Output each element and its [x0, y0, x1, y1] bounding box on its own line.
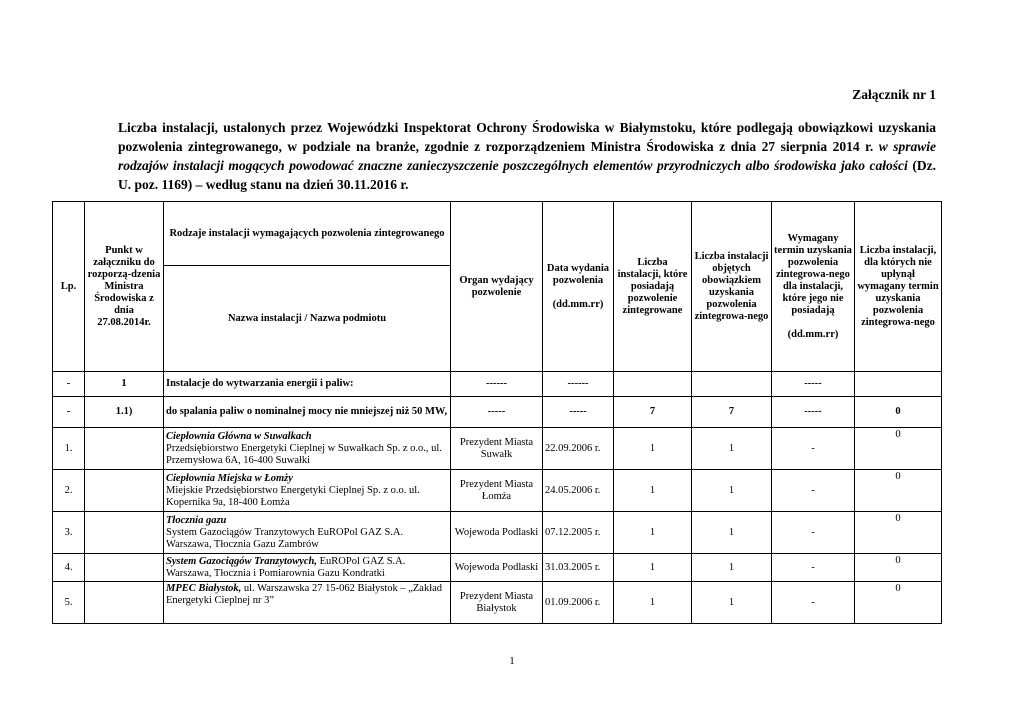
row-name-title: Ciepłownia Miejska w Łomży: [166, 472, 293, 484]
row-punkt: [85, 428, 164, 470]
header-termin-label: Wymagany termin uzyskania pozwolenia zintegrowa-nego dla instalacji, które jego nie posiadają: [774, 232, 852, 316]
section-punkt: 1.1): [85, 397, 164, 428]
section-data: ------: [543, 372, 614, 397]
section-name: Instalacje do wytwarzania energii i paliw:: [164, 372, 451, 397]
row-lp: 1.: [53, 428, 85, 470]
page-number: 1: [509, 655, 515, 667]
row-punkt: [85, 470, 164, 512]
intro-part1: Liczba instalacji, ustalonych przez Wojewódzki Inspektorat Ochrony Środowiska w Białymstoku, które podlegają obowiązkowi uzyskania pozwolenia zintegrowanego, w podziale na branże, zgodnie z rozporządzeniem Ministra Środowiska z dnia 27 sierpnia 2014 r.: [118, 120, 936, 154]
header-nazwa: Nazwa instalacji / Nazwa podmiotu: [164, 266, 451, 372]
section-lp: -: [53, 397, 85, 428]
row-punkt: [85, 554, 164, 582]
table-row: [53, 428, 942, 470]
row-posiadaja: 1: [614, 428, 692, 470]
header-organ: Organ wydający pozwolenie: [451, 202, 543, 372]
section-termin: -----: [772, 372, 855, 397]
row-name: [164, 428, 451, 470]
section-uplynal: [855, 372, 942, 397]
section-organ: ------: [451, 372, 543, 397]
row-objetych: 1: [692, 512, 772, 554]
intro-part3: (Dz. U. poz. 1169) – według stanu na dzień 30.11.2016 r.: [118, 158, 937, 192]
row-name-rest: Miejskie Przedsiębiorstwo Energetyki Cieplnej Sp. z o.o. ul. Kopernika 9a, 18-400 Łomża: [166, 484, 420, 508]
row-lp: 2.: [53, 470, 85, 512]
row-organ: Prezydent Miasta Łomża: [451, 470, 543, 512]
row-uplynal: 0: [855, 512, 942, 554]
attachment-label: Załącznik nr 1: [852, 87, 936, 102]
row-organ: Prezydent Miasta Białystok: [451, 582, 543, 624]
row-objetych: 1: [692, 554, 772, 582]
row-organ: Prezydent Miasta Suwałk: [451, 428, 543, 470]
row-name-rest: EuRОPol GAZ S.A. Warszawa, Tłocznia i Pomiarownia Gazu Kondratki: [166, 555, 406, 579]
row-uplynal: 0: [855, 428, 942, 470]
section-termin: -----: [772, 397, 855, 428]
row-name: [164, 554, 451, 582]
row-name-rest: ul. Warszawska 27 15-062 Białystok – „Zakład Energetyki Cieplnej nr 3”: [166, 583, 443, 606]
row-posiadaja: 1: [614, 582, 692, 624]
section-name: do spalania paliw o nominalnej mocy nie mniejszej niż 50 MW,: [164, 397, 451, 428]
header-uplynal: Liczba instalacji, dla których nie upłynął wymagany termin uzyskania pozwolenia zintegrowa-nego: [855, 202, 942, 372]
header-data-label: Data wydania pozwolenia: [546, 262, 610, 286]
header-objetych: Liczba instalacji objętych obowiązkiem uzyskania pozwolenia zintegrowa-nego: [692, 202, 772, 372]
section-lp: -: [53, 372, 85, 397]
header-posiadaja: Liczba instalacji, które posiadają pozwolenie zintegrowane: [614, 202, 692, 372]
row-punkt: [85, 582, 164, 624]
row-termin: -: [772, 470, 855, 512]
header-data-format: (dd.mm.rr): [552, 298, 604, 310]
section-row: [53, 372, 942, 397]
header-lp: Lp.: [53, 202, 85, 372]
section-objetych: [692, 372, 772, 397]
row-data: 22.09.2006 r.: [543, 428, 614, 470]
section-uplynal: 0: [855, 397, 942, 428]
row-organ: Wojewoda Podlaski: [451, 512, 543, 554]
row-uplynal: 0: [855, 554, 942, 582]
row-name: [164, 470, 451, 512]
section-data: -----: [543, 397, 614, 428]
row-termin: -: [772, 428, 855, 470]
row-objetych: 1: [692, 582, 772, 624]
row-termin: -: [772, 512, 855, 554]
row-termin: -: [772, 554, 855, 582]
row-objetych: 1: [692, 428, 772, 470]
section-posiadaja: [614, 372, 692, 397]
row-posiadaja: 1: [614, 512, 692, 554]
header-data: [543, 202, 614, 372]
section-posiadaja: 7: [614, 397, 692, 428]
header-termin: [772, 202, 855, 372]
row-data: 31.03.2005 r.: [543, 554, 614, 582]
row-posiadaja: 1: [614, 554, 692, 582]
table-row: [53, 512, 942, 554]
row-name-title: System Gazociągów Tranzytowych,: [166, 555, 317, 567]
section-objetych: 7: [692, 397, 772, 428]
installations-table: [52, 201, 942, 624]
header-punkt: Punkt w załączniku do rozporzą-dzenia Ministra Środowiska z dnia 27.08.2014r.: [85, 202, 164, 372]
row-lp: 5.: [53, 582, 85, 624]
row-name: [164, 512, 451, 554]
section-organ: -----: [451, 397, 543, 428]
row-termin: -: [772, 582, 855, 624]
header-rodzaje: Rodzaje instalacji wymagających pozwolenia zintegrowanego: [164, 202, 451, 266]
row-objetych: 1: [692, 470, 772, 512]
table-row: [53, 554, 942, 582]
row-lp: 4.: [53, 554, 85, 582]
row-uplynal: 0: [855, 470, 942, 512]
row-data: 24.05.2006 r.: [543, 470, 614, 512]
section-row: [53, 397, 942, 428]
intro-paragraph: [118, 118, 936, 194]
row-name: [164, 582, 451, 624]
row-name-title: Tłocznia gazu: [166, 514, 227, 526]
row-data: 01.09.2006 r.: [543, 582, 614, 624]
row-name-title: MPEC Białystok,: [166, 583, 242, 594]
row-uplynal: 0: [855, 582, 942, 624]
intro-part2: w sprawie rodzajów instalacji mogących powodować znaczne zanieczyszczenie poszczególnych elementów przyrodniczych albo środowiska jako całości: [118, 139, 937, 173]
row-name-rest: System Gazociągów Tranzytowych EuRОPol GAZ S.A. Warszawa, Tłocznia Gazu Zambrów: [166, 526, 404, 550]
row-posiadaja: 1: [614, 470, 692, 512]
section-punkt: 1: [85, 372, 164, 397]
row-lp: 3.: [53, 512, 85, 554]
table-row: [53, 470, 942, 512]
row-name-title: Ciepłownia Główna w Suwałkach: [166, 430, 312, 442]
row-name-rest: Przedsiębiorstwo Energetyki Cieplnej w Suwałkach Sp. z o.o., ul. Przemysłowa 6A, 16-400 Suwałki: [166, 442, 442, 466]
table-row: [53, 582, 942, 624]
row-organ: Wojewoda Podlaski: [451, 554, 543, 582]
row-data: 07.12.2005 r.: [543, 512, 614, 554]
header-termin-format: (dd.mm.rr): [787, 328, 839, 340]
row-punkt: [85, 512, 164, 554]
